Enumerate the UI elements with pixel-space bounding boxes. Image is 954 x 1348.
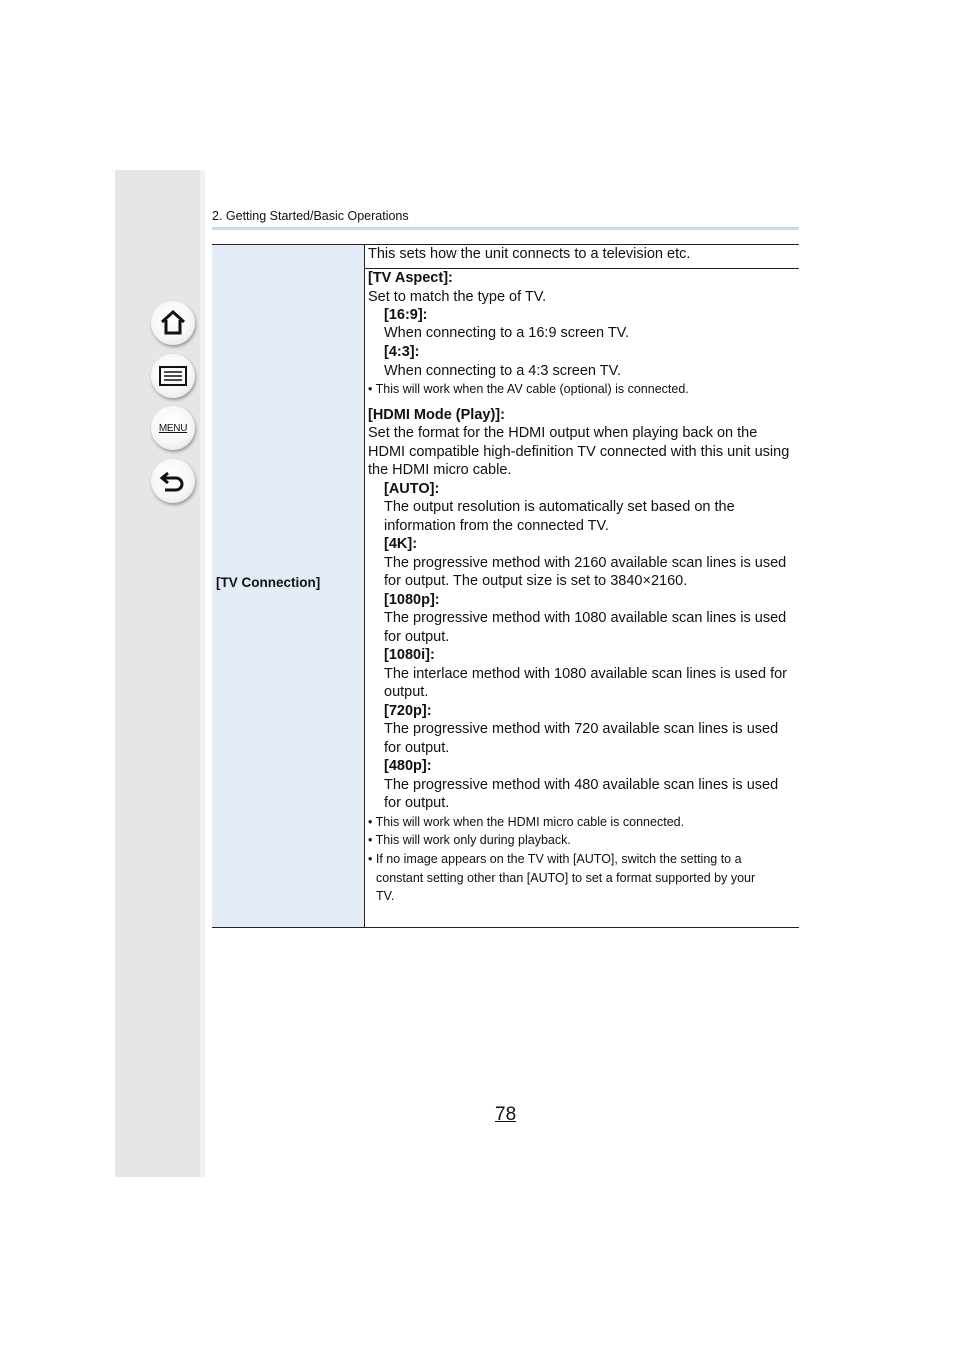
- setting-name: [TV Connection]: [216, 575, 321, 590]
- option-1080i-desc: The interlace method with 1080 available scan lines is used for: [384, 666, 788, 682]
- section-header: 2. Getting Started/Basic Operations: [212, 209, 409, 223]
- option-480p-title: [480p]:: [384, 758, 432, 774]
- option-4-3-desc: When connecting to a 4:3 screen TV.: [384, 363, 621, 379]
- table-bottom-rule: [212, 927, 799, 928]
- home-button[interactable]: [151, 301, 195, 345]
- contents-button[interactable]: [151, 354, 195, 398]
- option-1080p-title: [1080p]:: [384, 592, 440, 608]
- tv-aspect-note: • This will work when the AV cable (optional) is connected.: [368, 382, 689, 396]
- hdmi-note: • This will work when the HDMI micro cable is connected.: [368, 815, 685, 829]
- list-icon: [158, 364, 188, 388]
- option-auto-desc: information from the connected TV.: [384, 518, 609, 534]
- table-column-divider: [364, 245, 365, 927]
- hdmi-note: TV.: [376, 889, 395, 903]
- option-1080p-desc: for output.: [384, 629, 450, 645]
- option-4k-title: [4K]:: [384, 536, 418, 552]
- sidebar-edge: [200, 170, 205, 1177]
- option-4k-desc: The progressive method with 2160 available scan lines is used: [384, 555, 787, 571]
- option-1080i-desc: output.: [384, 684, 429, 700]
- hdmi-mode-title: [HDMI Mode (Play)]:: [368, 407, 505, 423]
- tv-aspect-desc: Set to match the type of TV.: [368, 289, 547, 305]
- hdmi-note: • If no image appears on the TV with [AUTO], switch the setting to a: [368, 852, 742, 866]
- header-rule: [212, 227, 799, 230]
- home-icon: [159, 309, 187, 337]
- option-480p-desc: for output.: [384, 795, 450, 811]
- option-auto-desc: The output resolution is automatically set based on the: [384, 499, 735, 515]
- option-auto-title: [AUTO]:: [384, 481, 440, 497]
- tv-aspect-title: [TV Aspect]:: [368, 270, 453, 286]
- option-1080p-desc: The progressive method with 1080 available scan lines is used: [384, 610, 787, 626]
- hdmi-desc-line: HDMI compatible high-definition TV connected with this unit using: [368, 444, 790, 460]
- option-720p-title: [720p]:: [384, 703, 432, 719]
- option-480p-desc: The progressive method with 480 available scan lines is used: [384, 777, 779, 793]
- hdmi-desc-line: Set the format for the HDMI output when playing back on the: [368, 425, 758, 441]
- option-4-3-title: [4:3]:: [384, 344, 420, 360]
- menu-button[interactable]: [151, 406, 195, 450]
- hdmi-note: • This will work only during playback.: [368, 833, 571, 847]
- option-16-9-desc: When connecting to a 16:9 screen TV.: [384, 325, 630, 341]
- intro-text: This sets how the unit connects to a television etc.: [368, 246, 691, 262]
- back-arrow-icon: [159, 467, 187, 495]
- page-number: 78: [495, 1104, 517, 1125]
- option-4k-desc: for output. The output size is set to 3840×2160.: [384, 573, 688, 589]
- option-1080i-title: [1080i]:: [384, 647, 435, 663]
- menu-label: MENU: [158, 422, 188, 434]
- hdmi-desc-line: the HDMI micro cable.: [368, 462, 512, 478]
- hdmi-note: constant setting other than [AUTO] to set a format supported by your: [376, 871, 756, 885]
- back-button[interactable]: [151, 459, 195, 503]
- option-720p-desc: The progressive method with 720 available scan lines is used: [384, 721, 779, 737]
- option-16-9-title: [16:9]:: [384, 307, 428, 323]
- option-720p-desc: for output.: [384, 740, 450, 756]
